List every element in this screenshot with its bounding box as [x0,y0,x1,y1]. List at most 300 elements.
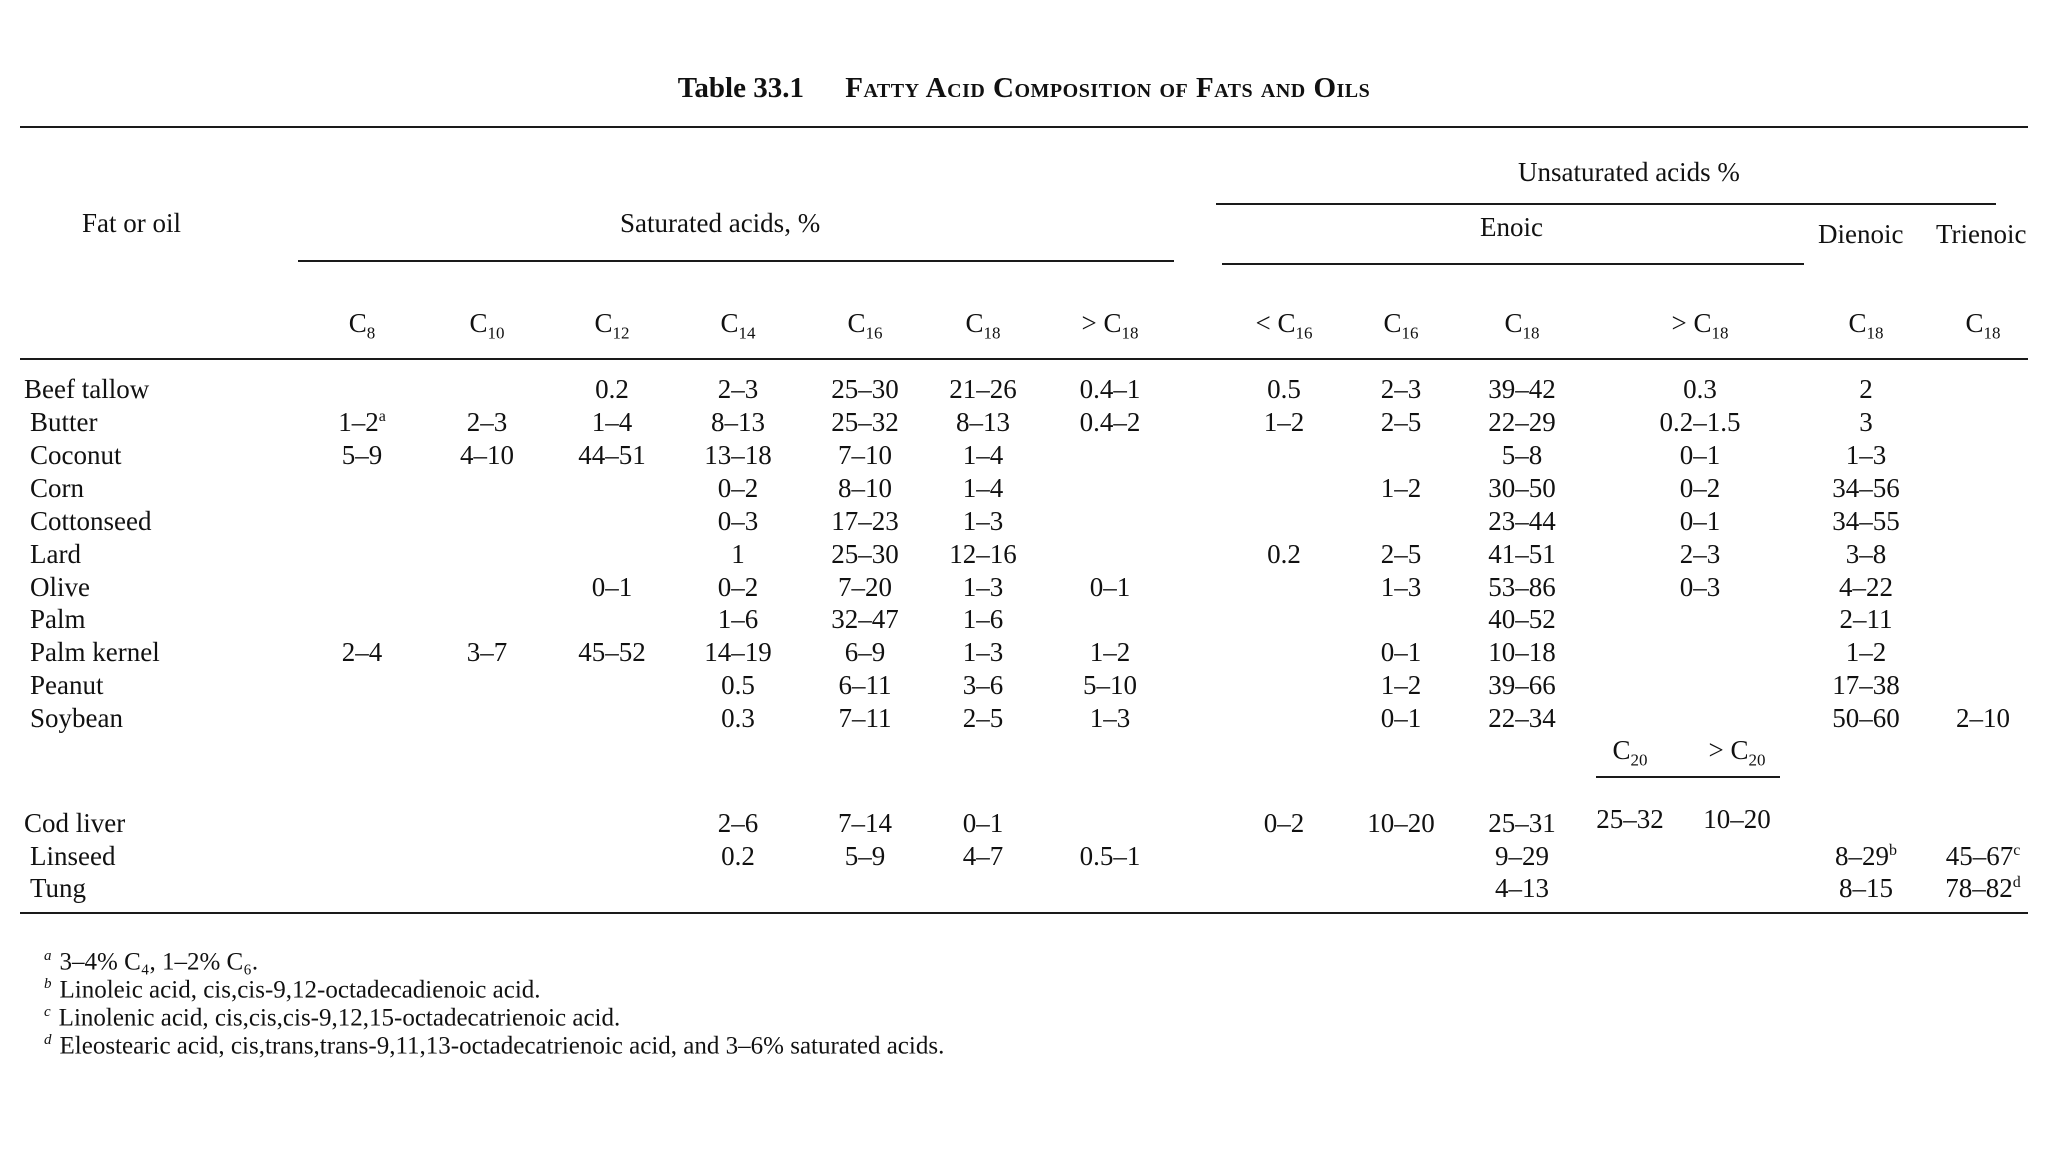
column-header-sub: 16 [1401,323,1419,343]
footnote-mark: a [378,408,386,425]
cell-value: 7–14 [838,808,892,838]
table-cell [342,440,383,471]
footnote-mark: c [2013,842,2021,859]
table-cell [845,637,886,668]
cell-value: 5–9 [341,440,383,470]
cell-value: 10–18 [1488,637,1556,667]
table-cell [1080,841,1141,872]
cell-value: 8–29 [1835,841,1889,871]
column-header-base: C [1965,308,1984,338]
table-cell [1495,841,1549,872]
table-cell [704,637,772,668]
cell-value: 1–2 [1380,473,1422,503]
column-header-base: C [1277,308,1296,338]
footnote-text: Linoleic acid, cis,cis-9,12-octadecadienoic acid. [59,976,541,1004]
table-cell [711,407,765,438]
row-label: Coconut [30,440,122,470]
top-rule [20,126,2028,128]
cell-value: 2–5 [1380,407,1422,437]
footnote-text: Eleostearic acid, cis,trans,trans-9,11,13-octadecatrienoic acid, and 3–6% saturated acids. [59,1032,945,1060]
cell-value: 32–47 [831,604,899,634]
table-cell [1381,374,1422,405]
row-label: Cod liver [24,808,126,838]
cell-value: 4–10 [460,440,514,470]
table-cell [1381,670,1422,701]
table-cell [1832,473,1900,504]
cell-value: 1–3 [962,572,1004,602]
cell-value: 2–5 [1380,539,1422,569]
cell-value: 0–1 [1679,440,1721,470]
cell-value: 1–2 [1089,637,1131,667]
table-cell [831,407,899,438]
column-header-sub: 18 [1983,323,2001,343]
column-header [594,308,629,343]
subcolumn-header [1612,735,1647,770]
subcolumn-header [1709,735,1766,770]
cell-value: 8–13 [711,407,765,437]
cell-value: 3–8 [1845,539,1887,569]
table-cell [1660,407,1741,438]
cell-value: 8–15 [1839,873,1893,903]
table-cell [1832,506,1900,537]
cell-value: 1–3 [1089,703,1131,733]
column-header [1848,308,1883,343]
table-cell [1495,873,1549,904]
cell-value: 0.2 [595,374,629,404]
cell-value: 0–1 [1380,703,1422,733]
column-header-sub: 16 [865,323,883,343]
column-header-base: C [594,308,613,338]
column-header [1082,308,1139,343]
table-cell [1381,407,1422,438]
table-cell [1264,407,1305,438]
cell-value: 0–1 [1089,572,1131,602]
table-cell [1956,703,2010,734]
table-cell [595,374,629,405]
table-cell [1080,407,1141,438]
footnote-mark: b [1889,842,1897,859]
saturated-rule [298,260,1174,262]
table-cell [1859,374,1873,405]
cell-value: 39–66 [1488,670,1556,700]
table-cell [1488,539,1556,570]
table-cell [963,808,1004,839]
cell-value: 3–6 [962,670,1004,700]
cell-value: 44–51 [578,440,646,470]
cell-value: 34–56 [1832,473,1900,503]
table-cell [1267,374,1301,405]
cell-value: 2–10 [1956,703,2010,733]
table-cell [1381,473,1422,504]
table-cell [1839,873,1893,904]
cell-value: 0.5 [721,670,755,700]
cell-value: 1–3 [962,506,1004,536]
row-label: Linseed [30,841,116,871]
footnote-mark: c [44,1004,51,1020]
unsaturated-rule [1216,203,1996,205]
column-header-sub: 12 [612,323,630,343]
table-cell [949,539,1017,570]
table-cell: 25–32 [1596,804,1664,834]
table-cell [1680,506,1721,537]
cell-value: 0.3 [1683,374,1717,404]
table-cell [1090,572,1131,603]
cell-value: 39–42 [1488,374,1556,404]
cell-value: 0–2 [717,572,759,602]
table-cell [963,637,1004,668]
cell-value: 9–29 [1495,841,1549,871]
cell-value: 1–2 [338,407,379,437]
column-header-sub: 18 [1121,323,1139,343]
cell-value: 45–67 [1945,841,2014,871]
footnote [44,1004,620,1032]
table-cell [956,407,1010,438]
column-header-sub: 18 [983,323,1001,343]
cell-value: 2–3 [1380,374,1422,404]
cell-value: 1–3 [1845,440,1887,470]
cell-value: 2–3 [1679,539,1721,569]
column-header-base: C [1848,308,1867,338]
table-cell [963,473,1004,504]
table-cell [1945,873,2021,904]
column-header [847,308,882,343]
table-cell [718,473,759,504]
cell-value: 7–11 [838,703,892,733]
table-cell [1840,604,1893,635]
footnote [44,1032,944,1060]
table-cell [704,440,772,471]
table-cell [1090,703,1131,734]
table-cell [592,572,633,603]
table-cell [1832,703,1900,734]
cell-value: 0–1 [962,808,1004,838]
cell-value: 41–51 [1488,539,1556,569]
cell-value: 1–4 [591,407,633,437]
cell-value: 25–30 [831,374,899,404]
row-label: Palm [30,604,86,634]
cell-value: 17–38 [1832,670,1900,700]
cell-value: 1–4 [962,440,1004,470]
table-cell [460,440,514,471]
cell-value: 34–55 [1832,506,1900,536]
table-cell [1381,572,1422,603]
row-label: Peanut [30,670,104,700]
table-cell [721,841,755,872]
cell-value: 0.4–2 [1079,407,1141,437]
cell-value: 0–3 [1679,572,1721,602]
table-cell [338,407,386,438]
cell-value: 0.2 [1267,539,1301,569]
table-cell [963,572,1004,603]
cell-value: 22–34 [1488,703,1556,733]
table-cell [1680,440,1721,471]
column-header-base: C [1383,308,1402,338]
cell-value: 14–19 [704,637,772,667]
table-cell [963,703,1004,734]
table-title [0,72,2048,105]
row-label: Corn [30,473,84,503]
column-header [349,308,376,343]
column-header [720,308,755,343]
cell-value: 2–5 [962,703,1004,733]
cell-value: 4–7 [962,841,1004,871]
cell-value: 6–11 [838,670,892,700]
column-header [1504,308,1539,343]
table-cell [721,703,755,734]
cell-value: 7–20 [838,572,892,602]
cell-value: 3–7 [466,637,508,667]
footnote [44,976,541,1004]
subcolumn-header-sub: 20 [1748,750,1766,770]
cell-value: 8–10 [838,473,892,503]
cell-value: 13–18 [704,440,772,470]
table-cell [1381,539,1422,570]
table-cell [838,473,892,504]
table-cell [342,637,383,668]
column-header-base: C [965,308,984,338]
cell-value: 50–60 [1832,703,1900,733]
table-cell [1083,670,1137,701]
table-cell [838,440,892,471]
cell-value: 10–20 [1367,808,1435,838]
cell-value: 0–2 [1263,808,1305,838]
table-cell [1488,374,1556,405]
row-label: Butter [30,407,98,437]
header-trienoic: Trienoic [1936,219,2027,249]
cell-value: 1–2 [1380,670,1422,700]
footnote-text: 3–4% C₄, 1–2% C₆. [59,948,259,976]
cell-value: 1–2 [1845,637,1887,667]
table-cell [592,407,633,438]
table-cell [963,506,1004,537]
table-cell [1846,539,1887,570]
column-header-sub: 18 [1522,323,1540,343]
table-cell [1488,808,1556,839]
table-cell [718,572,759,603]
cell-value: 0–2 [1679,473,1721,503]
table-cell [721,670,755,701]
table-cell [718,808,759,839]
row-label: Cottonseed [30,506,152,536]
column-header-sub: 8 [366,323,376,343]
cell-value: 0–2 [717,473,759,503]
column-header-base: C [469,308,488,338]
cell-value: 0–1 [1380,637,1422,667]
table-cell [1946,841,2021,872]
cell-value: 1–6 [717,604,759,634]
cell-value: 2–11 [1839,604,1893,634]
table-cell [963,670,1004,701]
column-header-base: C [1693,308,1712,338]
table-cell [1264,808,1305,839]
table-cell [1367,808,1435,839]
table-cell [1832,670,1900,701]
table-cell [718,374,759,405]
table-cell [963,604,1004,635]
cell-value: 17–23 [831,506,899,536]
column-header-base: C [1504,308,1523,338]
table-cell [467,407,508,438]
cell-value: 2–3 [466,407,508,437]
row-label: Beef tallow [24,374,150,404]
cell-value: 40–52 [1488,604,1556,634]
footnote-text: Linolenic acid, cis,cis,cis-9,12,15-octadecatrienoic acid. [58,1004,621,1032]
table-cell [839,670,892,701]
column-header-prefix: > [1081,308,1104,338]
cell-value: 0.4–1 [1079,374,1141,404]
table-cell [949,374,1017,405]
cell-value: 7–10 [838,440,892,470]
table-cell [1267,539,1301,570]
cell-value: 4–13 [1495,873,1549,903]
footnote-mark: d [44,1032,52,1048]
table-cell [1680,572,1721,603]
cell-value: 53–86 [1488,572,1556,602]
enoic-rule [1222,263,1804,265]
cell-value: 0–1 [1679,506,1721,536]
cell-value: 2–3 [717,374,759,404]
cell-value: 1–3 [1380,572,1422,602]
table-cell [963,440,1004,471]
subcolumn-header-base: C [1730,735,1749,765]
row-label: Palm kernel [30,637,160,667]
table-cell [1080,374,1141,405]
cell-value: 1–3 [962,637,1004,667]
column-header-base: C [720,308,739,338]
subcolumn-header-base: C [1612,735,1631,765]
table-cell [731,539,745,570]
footnote-mark: d [2012,874,2021,891]
column-header [1256,308,1313,343]
column-header-prefix: < [1255,308,1278,338]
column-header [965,308,1000,343]
table-number: Table 33.1 [677,72,804,104]
table-cell [1835,841,1897,872]
cell-value: 2–4 [341,637,383,667]
table-cell [839,703,892,734]
cell-value: 25–32 [831,407,899,437]
table-cell [1839,572,1893,603]
cell-value: 8–13 [956,407,1010,437]
table-cell [1846,440,1887,471]
table-cell [1680,473,1721,504]
header-bottom-rule [20,358,2028,360]
table-caption: Fatty Acid Composition of Fats and Oils [845,72,1371,104]
footnote-mark: a [44,948,52,964]
cell-value: 1 [731,539,745,569]
table-cell [578,637,646,668]
column-header [1965,308,2000,343]
table-cell [718,604,759,635]
footnote-mark: b [44,976,52,992]
cell-value: 0–3 [717,506,759,536]
cell-value: 78–82 [1945,873,2013,903]
column-header [1383,308,1418,343]
cell-value: 2–6 [717,808,759,838]
table-cell [1680,539,1721,570]
cell-value: 0.2 [721,841,755,871]
cell-value: 23–44 [1488,506,1556,536]
subcolumn-header-prefix: > [1708,735,1731,765]
row-label: Tung [30,873,87,903]
column-header-base: C [847,308,866,338]
column-header-sub: 10 [487,323,505,343]
cell-value: 25–31 [1488,808,1556,838]
column-header [469,308,504,343]
table-cell [1502,440,1543,471]
table-cell [831,539,899,570]
cell-value: 6–9 [844,637,886,667]
cell-value: 5–8 [1501,440,1543,470]
subcolumn-header-sub: 20 [1630,750,1648,770]
table-cell [831,374,899,405]
column-header-sub: 16 [1295,323,1313,343]
table-cell [1846,637,1887,668]
cell-value: 22–29 [1488,407,1556,437]
column-header-sub: 18 [1866,323,1884,343]
table-cell [718,506,759,537]
cell-value: 1–6 [962,604,1004,634]
header-saturated: Saturated acids, % [620,208,821,238]
footnote [44,948,258,976]
cell-value: 0–1 [591,572,633,602]
table-cell [578,440,646,471]
c20-rule [1596,776,1780,778]
row-label: Olive [30,572,90,602]
cell-value: 4–22 [1839,572,1893,602]
table-cell [838,808,892,839]
table-cell [845,841,886,872]
table-cell [963,841,1004,872]
column-header-base: C [1103,308,1122,338]
cell-value: 12–16 [949,539,1017,569]
cell-value: 45–52 [578,637,646,667]
cell-value: 5–9 [844,841,886,871]
table-cell [1488,604,1556,635]
column-header-prefix: > [1671,308,1694,338]
table-cell [831,506,899,537]
table-cell [1488,670,1556,701]
cell-value: 25–30 [831,539,899,569]
table-cell [467,637,508,668]
cell-value: 1–4 [962,473,1004,503]
column-header-sub: 18 [1711,323,1729,343]
cell-value: 21–26 [949,374,1017,404]
table-cell: 10–20 [1703,804,1771,834]
table-cell [831,604,899,635]
table-cell [1381,703,1422,734]
table-cell [1090,637,1131,668]
header-enoic: Enoic [1480,212,1543,242]
cell-value: 0.2–1.5 [1659,407,1741,437]
cell-value: 2 [1859,374,1873,404]
row-label: Soybean [30,703,123,733]
header-dienoic: Dienoic [1818,219,1904,249]
table-cell [1488,572,1556,603]
table-cell [1488,407,1556,438]
table-cell [838,572,892,603]
cell-value: 0.5 [1267,374,1301,404]
row-label: Lard [30,539,81,569]
table-cell [1859,407,1873,438]
table-cell [1683,374,1717,405]
column-header-base: C [348,308,367,338]
table-cell [1488,703,1556,734]
bottom-rule [20,912,2028,914]
cell-value: 5–10 [1083,670,1137,700]
header-fat-or-oil: Fat or oil [82,208,181,238]
header-unsaturated: Unsaturated acids % [1518,157,1740,187]
